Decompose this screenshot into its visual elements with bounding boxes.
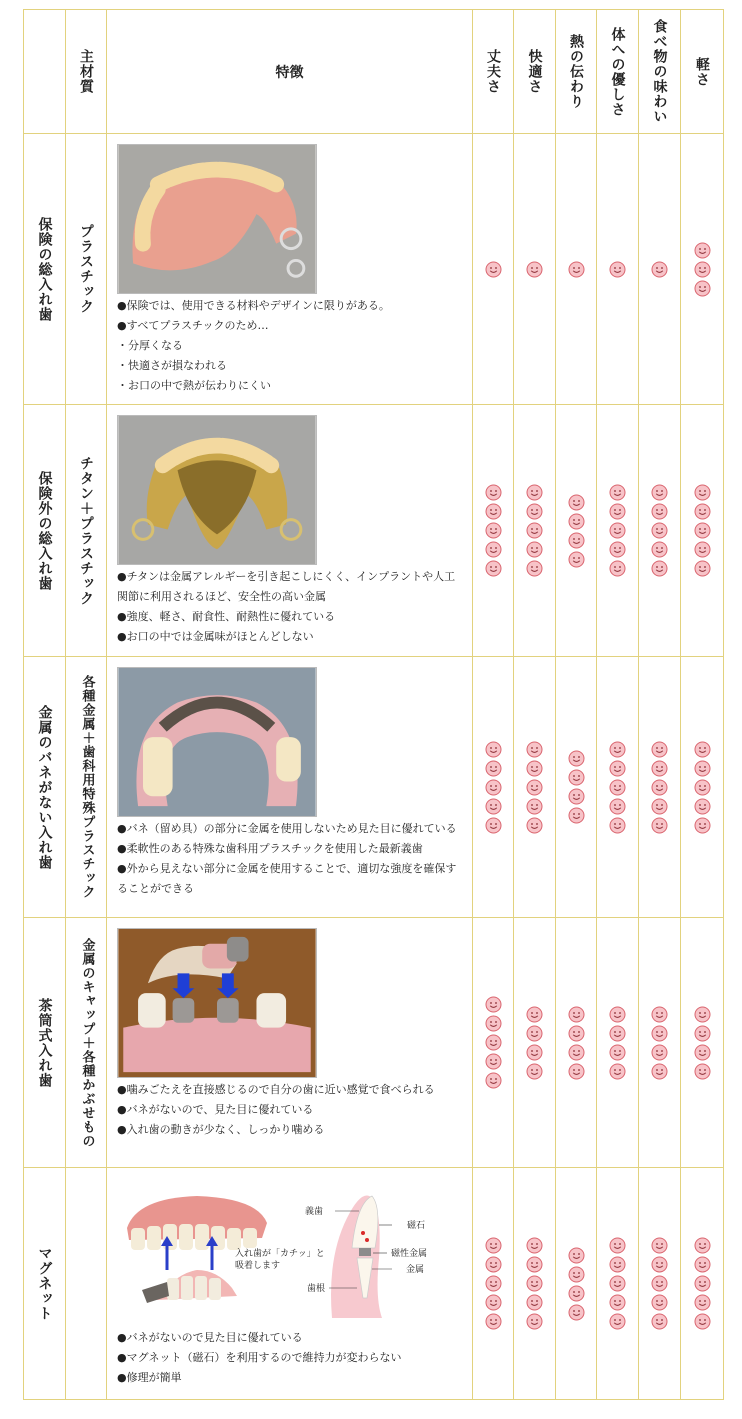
smiley-icon [568, 532, 585, 549]
smiley-icon [651, 1063, 668, 1080]
smiley-icon [609, 541, 626, 558]
features-cell [107, 1168, 473, 1400]
smiley-icon [485, 1053, 502, 1070]
rating-cell [639, 918, 681, 1168]
label-jiseki: 磁石 [407, 1221, 426, 1231]
smiley-icon [526, 798, 543, 815]
rating-cell [681, 134, 724, 405]
smiley-icon [526, 1237, 543, 1254]
features-header: 特徴 [107, 10, 473, 134]
rating-cell [639, 134, 681, 405]
smiley-icon [609, 261, 626, 278]
smiley-icon [694, 560, 711, 577]
smiley-icon [694, 280, 711, 297]
smiley-icon [526, 1006, 543, 1023]
feature-item: ●外から見えない部分に金属を使用することで、適切な強度を確保することができる [117, 862, 457, 895]
rating-cell [514, 657, 556, 918]
smiley-icon [568, 1247, 585, 1264]
type-cell: 茶筒式入れ歯 [24, 918, 66, 1168]
smiley-icon [609, 1025, 626, 1042]
material-header: 主材質 [66, 10, 107, 134]
smiley-icon [568, 1304, 585, 1321]
smiley-icon [609, 522, 626, 539]
rating-cell [597, 1168, 639, 1400]
magnet-denture-diagram [117, 1178, 447, 1328]
feature-item: ●チタンは金属アレルギーを引き起こしにくく、インプラントや人工関節に利用されるほど、安全性の高い金属 [117, 570, 456, 603]
smiley-icon [651, 1313, 668, 1330]
rating-cell [514, 405, 556, 657]
smiley-icon [526, 779, 543, 796]
feature-item: ●保険では、使用できる材料やデザインに限りがある。 [117, 299, 390, 312]
material-cell: プラスチック [66, 134, 107, 405]
feature-item: ●バネがないので、見た目に優れている [117, 1103, 314, 1116]
smiley-icon [609, 1294, 626, 1311]
smiley-icon [526, 560, 543, 577]
smiley-icon [609, 779, 626, 796]
smiley-icon [526, 522, 543, 539]
smiley-icon [694, 1237, 711, 1254]
rating-cell [639, 1168, 681, 1400]
row-magnet-denture [24, 1168, 724, 1400]
criterion-taste-header: 食べ物の味わい [639, 10, 681, 134]
smiley-icon [694, 522, 711, 539]
smiley-icon [694, 741, 711, 758]
smiley-icon [609, 817, 626, 834]
smiley-icon [485, 1034, 502, 1051]
rating-cell [681, 405, 724, 657]
rating-cell [473, 405, 514, 657]
smiley-icon [651, 560, 668, 577]
smiley-icon [568, 1044, 585, 1061]
rating-cell [597, 134, 639, 405]
smiley-icon [651, 1044, 668, 1061]
rating-cell [597, 918, 639, 1168]
smiley-icon [694, 798, 711, 815]
smiley-icon [526, 503, 543, 520]
telescope-denture-photo [117, 928, 317, 1078]
smiley-icon [694, 1275, 711, 1292]
smiley-icon [526, 261, 543, 278]
feature-item: ●すべてプラスチックのため… [117, 319, 269, 332]
smiley-icon [526, 817, 543, 834]
smiley-icon [485, 1294, 502, 1311]
smiley-icon [694, 1044, 711, 1061]
smiley-icon [609, 741, 626, 758]
smiley-icon [609, 798, 626, 815]
smiley-icon [485, 522, 502, 539]
smiley-icon [485, 261, 502, 278]
smiley-icon [694, 1294, 711, 1311]
smiley-icon [609, 560, 626, 577]
type-cell: 金属のバネがない入れ歯 [24, 657, 66, 918]
type-cell: 保険の総入れ歯 [24, 134, 66, 405]
smiley-icon [609, 503, 626, 520]
smiley-icon [568, 750, 585, 767]
smiley-icon [694, 1313, 711, 1330]
smiley-icon [485, 1072, 502, 1089]
smiley-icon [694, 1025, 711, 1042]
smiley-icon [568, 1063, 585, 1080]
smiley-icon [609, 1006, 626, 1023]
smiley-icon [694, 1006, 711, 1023]
criterion-body-friendly-header: 体への優しさ [597, 10, 639, 134]
label-jiseisei: 磁性金属 [391, 1249, 428, 1259]
rating-cell [556, 1168, 597, 1400]
smiley-icon [485, 817, 502, 834]
row-private-full-denture [24, 405, 724, 657]
rating-cell [473, 1168, 514, 1400]
smiley-icon [568, 788, 585, 805]
feature-list [117, 1080, 464, 1140]
callout-line-1: 入れ歯が「カチッ」と [235, 1249, 325, 1259]
rating-cell [514, 1168, 556, 1400]
smiley-icon [485, 560, 502, 577]
smiley-icon [651, 760, 668, 777]
material-cell: 金属のキャップ＋各種かぶせもの [66, 918, 107, 1168]
material-cell: チタン＋プラスチック [66, 405, 107, 657]
smiley-icon [568, 551, 585, 568]
row-insurance-full-denture [24, 134, 724, 405]
feature-item: ●強度、軽さ、耐食性、耐熱性に優れている [117, 610, 336, 623]
label-kinzoku: 金属 [406, 1265, 425, 1275]
feature-list [117, 819, 464, 899]
smiley-icon [568, 494, 585, 511]
smiley-icon [694, 242, 711, 259]
feature-item: ●柔軟性のある特殊な歯科用プラスチックを使用した最新義歯 [117, 842, 423, 855]
smiley-icon [568, 1006, 585, 1023]
feature-item: ●修理が簡単 [117, 1371, 182, 1384]
titanium-denture-photo [117, 415, 317, 565]
smiley-icon [651, 541, 668, 558]
smiley-icon [568, 1285, 585, 1302]
criterion-comfort-header: 快適さ [514, 10, 556, 134]
rating-cell [556, 405, 597, 657]
smiley-icon [485, 1256, 502, 1273]
smiley-icon [485, 760, 502, 777]
smiley-icon [651, 1006, 668, 1023]
smiley-icon [526, 1063, 543, 1080]
material-cell: 各種金属＋歯科用特殊プラスチック [66, 657, 107, 918]
smiley-icon [609, 760, 626, 777]
feature-item: ・分厚くなる [117, 339, 183, 352]
smiley-icon [651, 1275, 668, 1292]
feature-item: ●噛みごたえを直接感じるので自分の歯に近い感覚で食べられる [117, 1083, 435, 1096]
smiley-icon [651, 484, 668, 501]
smiley-icon [609, 484, 626, 501]
smiley-icon [485, 1275, 502, 1292]
type-cell: マグネット [24, 1168, 66, 1400]
feature-item: ・快適さが損なわれる [117, 359, 227, 372]
non-clasp-denture-photo [117, 667, 317, 817]
smiley-icon [526, 484, 543, 501]
rating-cell [473, 918, 514, 1168]
row-non-clasp-denture [24, 657, 724, 918]
smiley-icon [651, 779, 668, 796]
smiley-icon [651, 1294, 668, 1311]
smiley-icon [609, 1256, 626, 1273]
criterion-lightness-header: 軽さ [681, 10, 724, 134]
features-cell [107, 657, 473, 918]
smiley-icon [568, 807, 585, 824]
rating-cell [681, 657, 724, 918]
label-gishi: 義歯 [305, 1207, 324, 1217]
smiley-icon [485, 798, 502, 815]
smiley-icon [485, 779, 502, 796]
smiley-icon [568, 1025, 585, 1042]
smiley-icon [651, 261, 668, 278]
rating-cell [556, 918, 597, 1168]
smiley-icon [526, 760, 543, 777]
feature-item: ●お口の中では金属味がほとんどしない [117, 630, 314, 643]
smiley-icon [651, 817, 668, 834]
smiley-icon [694, 503, 711, 520]
feature-list [117, 567, 464, 647]
rating-cell [473, 134, 514, 405]
smiley-icon [651, 503, 668, 520]
callout-line-2: 吸着します [235, 1261, 281, 1271]
smiley-icon [485, 996, 502, 1013]
feature-list [117, 1328, 464, 1388]
smiley-icon [485, 1237, 502, 1254]
smiley-icon [694, 1063, 711, 1080]
feature-item: ●マグネット（磁石）を利用するので維持力が変わらない [117, 1351, 402, 1364]
smiley-icon [568, 1266, 585, 1283]
smiley-icon [609, 1237, 626, 1254]
rating-cell [597, 405, 639, 657]
feature-item: ・お口の中で熱が伝わりにくい [117, 379, 271, 392]
smiley-icon [526, 1256, 543, 1273]
smiley-icon [568, 769, 585, 786]
smiley-icon [609, 1313, 626, 1330]
smiley-icon [485, 541, 502, 558]
smiley-icon [694, 817, 711, 834]
row-telescope-denture [24, 918, 724, 1168]
rating-cell [514, 134, 556, 405]
features-cell [107, 134, 473, 405]
rating-cell [556, 134, 597, 405]
smiley-icon [526, 1275, 543, 1292]
smiley-icon [485, 1015, 502, 1032]
criterion-heat-header: 熱の伝わり [556, 10, 597, 134]
header-row [24, 10, 724, 134]
rating-cell [597, 657, 639, 918]
smiley-icon [694, 779, 711, 796]
rating-cell [514, 918, 556, 1168]
smiley-icon [694, 261, 711, 278]
feature-list [117, 296, 464, 396]
feature-item: ●入れ歯の動きが少なく、しっかり噛める [117, 1123, 325, 1136]
material-cell [66, 1168, 107, 1400]
smiley-icon [651, 1237, 668, 1254]
smiley-icon [651, 798, 668, 815]
smiley-icon [485, 503, 502, 520]
smiley-icon [526, 741, 543, 758]
denture-comparison-table [23, 9, 724, 1400]
smiley-icon [485, 741, 502, 758]
plastic-denture-photo [117, 144, 317, 294]
smiley-icon [651, 1256, 668, 1273]
smiley-icon [526, 1313, 543, 1330]
smiley-icon [694, 760, 711, 777]
rating-cell [681, 918, 724, 1168]
rating-cell [473, 657, 514, 918]
criterion-durability-header: 丈夫さ [473, 10, 514, 134]
smiley-icon [485, 1313, 502, 1330]
smiley-icon [485, 484, 502, 501]
smiley-icon [694, 484, 711, 501]
rating-cell [681, 1168, 724, 1400]
feature-item: ●バネ（留め具）の部分に金属を使用しないため見た目に優れている [117, 822, 457, 835]
features-cell [107, 918, 473, 1168]
feature-item: ●バネがないので見た目に優れている [117, 1331, 303, 1344]
type-header [24, 10, 66, 134]
smiley-icon [568, 261, 585, 278]
rating-cell [556, 657, 597, 918]
rating-cell [639, 405, 681, 657]
smiley-icon [651, 522, 668, 539]
smiley-icon [651, 741, 668, 758]
smiley-icon [694, 1256, 711, 1273]
smiley-icon [651, 1025, 668, 1042]
smiley-icon [526, 541, 543, 558]
features-cell [107, 405, 473, 657]
smiley-icon [694, 541, 711, 558]
smiley-icon [568, 513, 585, 530]
smiley-icon [609, 1044, 626, 1061]
smiley-icon [609, 1275, 626, 1292]
smiley-icon [526, 1294, 543, 1311]
smiley-icon [526, 1025, 543, 1042]
rating-cell [639, 657, 681, 918]
smiley-icon [609, 1063, 626, 1080]
label-shikon: 歯根 [307, 1284, 326, 1294]
type-cell: 保険外の総入れ歯 [24, 405, 66, 657]
smiley-icon [526, 1044, 543, 1061]
